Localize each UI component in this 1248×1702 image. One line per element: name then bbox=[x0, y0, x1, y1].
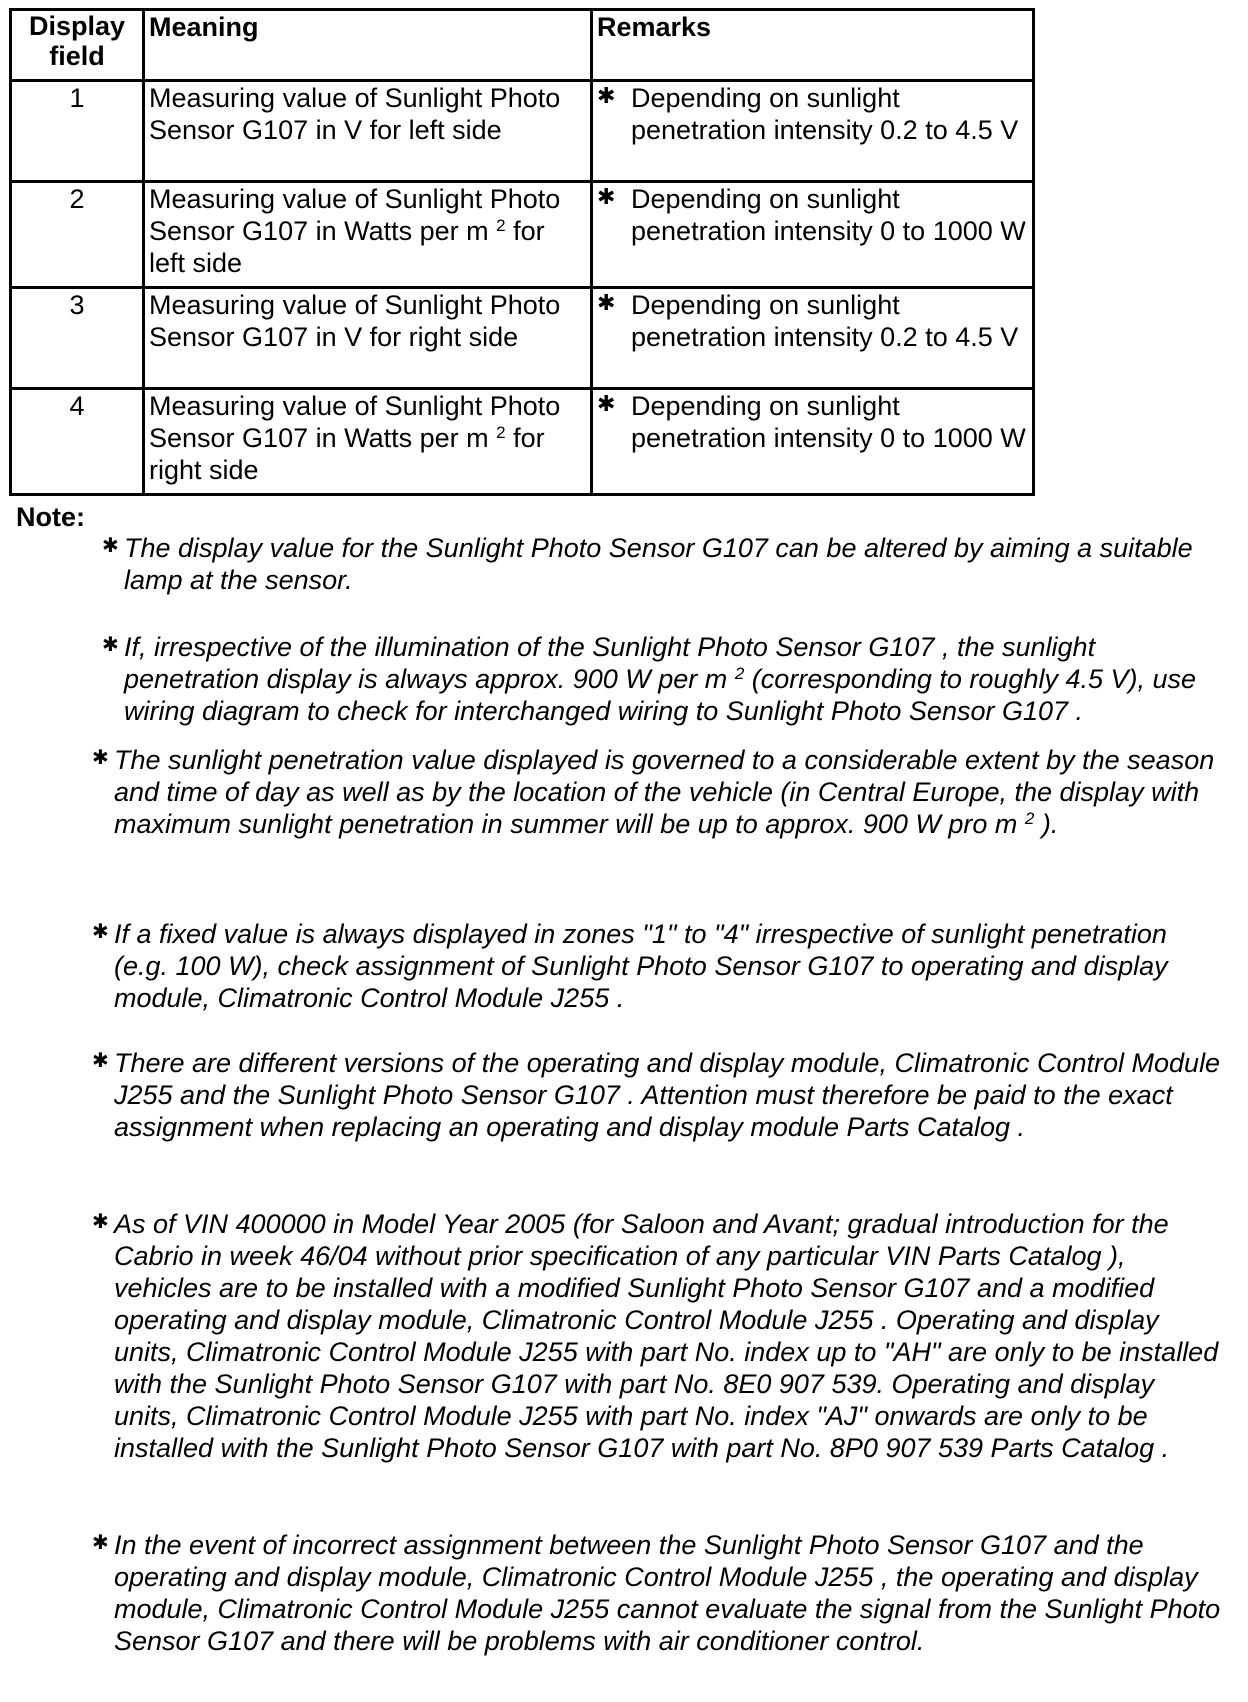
header-remarks: Remarks bbox=[592, 10, 1034, 81]
bullet-icon: ✱ bbox=[92, 921, 109, 943]
meaning-text: Measuring value of Sunlight Photo Sensor G107 in Watts per m bbox=[149, 391, 561, 453]
superscript: 2 bbox=[496, 423, 506, 442]
remark-text: Depending on sunlight penetration intensity 0 to 1000 W bbox=[631, 391, 1026, 453]
header-display-field: Display field bbox=[11, 10, 144, 81]
meaning-text-end: for right side bbox=[149, 423, 545, 485]
meaning-cell: Measuring value of Sunlight Photo Sensor G107 in V for left side bbox=[144, 81, 592, 182]
bullet-icon: ✱ bbox=[92, 1211, 109, 1233]
remarks-cell bbox=[592, 182, 1034, 288]
remarks-cell bbox=[592, 389, 1034, 495]
display-fields-table bbox=[9, 8, 1035, 496]
note-item bbox=[92, 1208, 1224, 1464]
meaning-cell bbox=[144, 389, 592, 495]
bullet-icon: ✱ bbox=[597, 391, 616, 416]
bullet-icon: ✱ bbox=[92, 1050, 109, 1072]
header-meaning: Meaning bbox=[144, 10, 592, 81]
note-text: If a fixed value is always displayed in zones "1" to "4" irrespective of sunlight penetration (e.g. 100 W), check assignment of Sunlight Photo Sensor G107 to operating and display module, Climatronic Control Module J255 . bbox=[114, 919, 1168, 1013]
note-text: In the event of incorrect assignment between the Sunlight Photo Sensor G107 and the operating and display module, Climatronic Control Module J255 , the operating and display module, Climatronic Control Module J255 cannot evaluate the signal from the Sunlight Photo Sensor G107 and there will be problems with air conditioner control. bbox=[114, 1530, 1221, 1656]
meaning-text-end: for left side bbox=[149, 216, 545, 278]
meaning-text: Measuring value of Sunlight Photo Sensor G107 in Watts per m bbox=[149, 184, 561, 246]
meaning-cell bbox=[144, 182, 592, 288]
table-row bbox=[11, 389, 1034, 495]
remarks-cell bbox=[592, 288, 1034, 389]
table-row bbox=[11, 288, 1034, 389]
note-item bbox=[102, 631, 1234, 727]
note-text: As of VIN 400000 in Model Year 2005 (for Saloon and Avant; gradual introduction for the Cabrio in week 46/04 without prior specification of any particular VIN Parts Catalog ), vehicles are to be installed with a modified Sunlight Photo Sensor G107 and a modified operating and display module, Climatronic Control Module J255 . Operating and display units, Climatronic Control Module J255 with part No. index up to "AH" are only to be installed with the Sunlight Photo Sensor G107 with part No. 8E0 907 539. Operating and display units, Climatronic Control Module J255 with part No. index "AJ" onwards are only to be installed with the Sunlight Photo Sensor G107 with part No. 8P0 907 539 Parts Catalog . bbox=[114, 1209, 1219, 1463]
superscript: 2 bbox=[1024, 809, 1035, 828]
note-text: The display value for the Sunlight Photo Sensor G107 can be altered by aiming a suitable lamp at the sensor. bbox=[124, 533, 1193, 595]
bullet-icon: ✱ bbox=[597, 184, 616, 209]
note-item bbox=[102, 532, 1234, 596]
table-row bbox=[11, 182, 1034, 288]
superscript: 2 bbox=[496, 216, 506, 235]
display-field-number: 3 bbox=[11, 288, 144, 389]
note-text: There are different versions of the operating and display module, Climatronic Control Module J255 and the Sunlight Photo Sensor G107 . Attention must therefore be paid to the exact assignment when replacing an operating and display module Parts Catalog . bbox=[114, 1048, 1221, 1142]
note-item bbox=[92, 1529, 1224, 1657]
remark-text: Depending on sunlight penetration intensity 0 to 1000 W bbox=[631, 184, 1026, 246]
note-text-end: (corresponding to roughly 4.5 V), use wiring diagram to check for interchanged wiring to Sunlight Photo Sensor G107 . bbox=[124, 664, 1197, 726]
note-item bbox=[92, 918, 1224, 1014]
table-header-row bbox=[11, 10, 1034, 81]
bullet-icon: ✱ bbox=[92, 747, 109, 769]
bullet-icon: ✱ bbox=[597, 83, 616, 108]
note-label: Note: bbox=[16, 502, 85, 532]
note-item bbox=[92, 1047, 1224, 1143]
display-field-number: 4 bbox=[11, 389, 144, 495]
bullet-icon: ✱ bbox=[102, 535, 119, 557]
remark-text: Depending on sunlight penetration intensity 0.2 to 4.5 V bbox=[631, 290, 1019, 352]
note-text: The sunlight penetration value displayed is governed to a considerable extent by the season and time of day as well as by the location of the vehicle (in Central Europe, the display with maximum sunlight penetration in summer will be up to approx. 900 W pro m bbox=[114, 745, 1215, 839]
note-text-end: ). bbox=[1034, 809, 1059, 839]
remarks-cell bbox=[592, 81, 1034, 182]
note-text: If, irrespective of the illumination of the Sunlight Photo Sensor G107 , the sunlight penetration display is always approx. 900 W per m bbox=[124, 632, 1096, 694]
remark-text: Depending on sunlight penetration intensity 0.2 to 4.5 V bbox=[631, 83, 1019, 145]
bullet-icon: ✱ bbox=[92, 1532, 109, 1554]
display-field-number: 2 bbox=[11, 182, 144, 288]
bullet-icon: ✱ bbox=[102, 634, 119, 656]
note-item bbox=[92, 744, 1224, 840]
superscript: 2 bbox=[734, 664, 745, 683]
table-row bbox=[11, 81, 1034, 182]
bullet-icon: ✱ bbox=[597, 290, 616, 315]
display-field-number: 1 bbox=[11, 81, 144, 182]
meaning-cell: Measuring value of Sunlight Photo Sensor G107 in V for right side bbox=[144, 288, 592, 389]
